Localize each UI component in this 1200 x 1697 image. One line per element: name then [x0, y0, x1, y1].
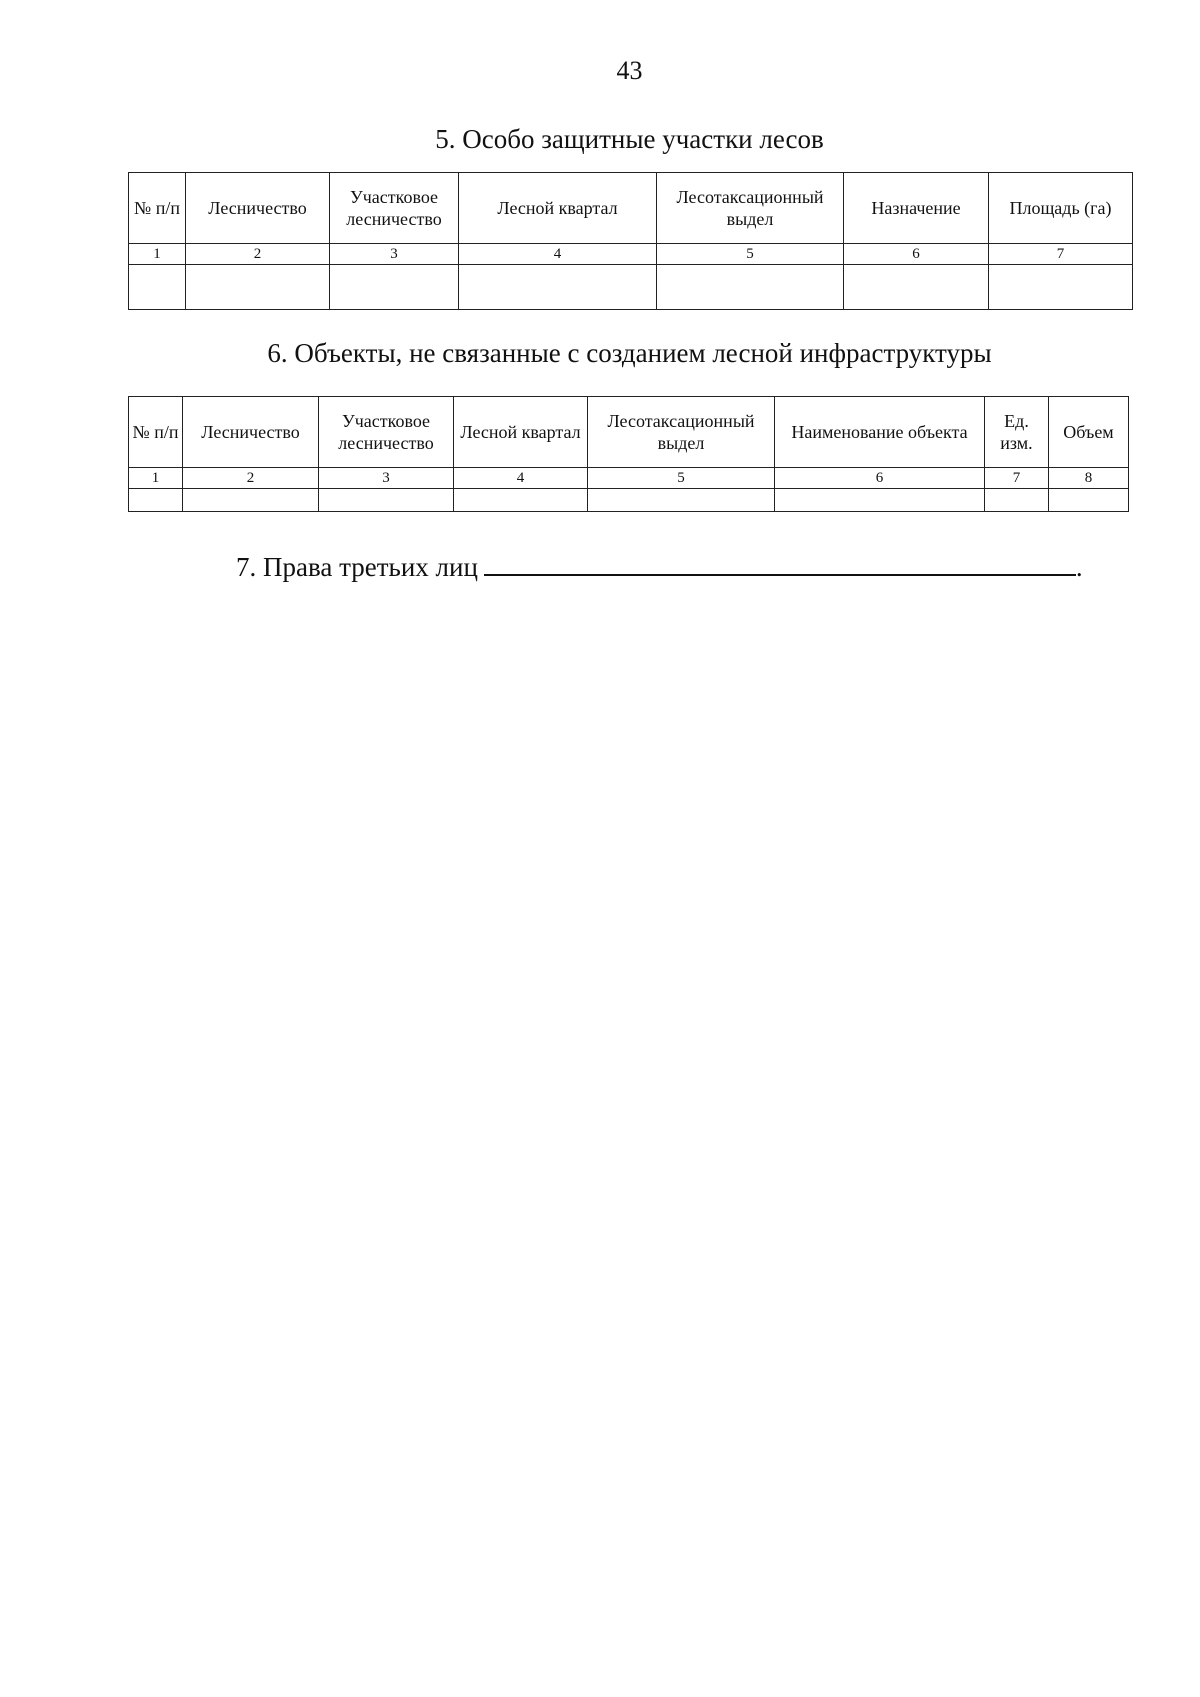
column-header-number: № п/п	[129, 397, 183, 468]
empty-cell[interactable]	[319, 489, 454, 512]
empty-cell[interactable]	[330, 265, 459, 310]
empty-cell[interactable]	[129, 265, 186, 310]
column-number: 5	[588, 468, 775, 489]
column-header-forest-plot: Лесотаксационный выдел	[588, 397, 775, 468]
empty-cell[interactable]	[183, 489, 319, 512]
column-number: 4	[459, 244, 657, 265]
third-party-rights-label: 7. Права третьих лиц	[236, 552, 478, 582]
empty-cell[interactable]	[775, 489, 985, 512]
page-number: 43	[616, 56, 643, 85]
column-header-forest-quarter: Лесной квартал	[454, 397, 588, 468]
column-number: 7	[989, 244, 1133, 265]
section-6-title: 6. Объекты, не связанные с созданием лесной инфраструктуры	[267, 338, 992, 368]
column-header-district-forestry: Участковое лесничество	[330, 173, 459, 244]
empty-cell[interactable]	[454, 489, 588, 512]
column-number: 2	[186, 244, 330, 265]
column-number-row	[129, 244, 1133, 265]
column-number: 1	[129, 244, 186, 265]
column-header-volume: Объем	[1049, 397, 1129, 468]
table-header-row	[129, 397, 1129, 468]
column-header-district-forestry: Участковое лесничество	[319, 397, 454, 468]
column-header-forestry: Лесничество	[183, 397, 319, 468]
column-number: 6	[775, 468, 985, 489]
column-header-number: № п/п	[129, 173, 186, 244]
column-header-forest-plot: Лесотаксационный выдел	[657, 173, 844, 244]
table-row	[129, 489, 1129, 512]
column-number: 1	[129, 468, 183, 489]
empty-cell[interactable]	[989, 265, 1133, 310]
empty-cell[interactable]	[588, 489, 775, 512]
column-header-forest-quarter: Лесной квартал	[459, 173, 657, 244]
empty-cell[interactable]	[1049, 489, 1129, 512]
line-end-period: .	[1075, 552, 1083, 582]
column-header-forestry: Лесничество	[186, 173, 330, 244]
protected-areas-table	[128, 172, 1133, 310]
table-row	[129, 265, 1133, 310]
empty-cell[interactable]	[459, 265, 657, 310]
table-header-row	[129, 173, 1133, 244]
column-number-row	[129, 468, 1129, 489]
section-5-title: 5. Особо защитные участки лесов	[435, 124, 824, 154]
empty-cell[interactable]	[657, 265, 844, 310]
column-number: 5	[657, 244, 844, 265]
column-number: 4	[454, 468, 588, 489]
column-number: 3	[330, 244, 459, 265]
column-number: 8	[1049, 468, 1129, 489]
third-party-rights-blank[interactable]	[484, 548, 1076, 576]
column-header-unit: Ед. изм.	[985, 397, 1049, 468]
empty-cell[interactable]	[844, 265, 989, 310]
empty-cell[interactable]	[985, 489, 1049, 512]
third-party-rights-line	[236, 548, 1083, 583]
column-number: 6	[844, 244, 989, 265]
empty-cell[interactable]	[129, 489, 183, 512]
column-number: 3	[319, 468, 454, 489]
empty-cell[interactable]	[186, 265, 330, 310]
column-header-object-name: Наименование объекта	[775, 397, 985, 468]
column-header-purpose: Назначение	[844, 173, 989, 244]
column-number: 2	[183, 468, 319, 489]
column-number: 7	[985, 468, 1049, 489]
non-infrastructure-objects-table	[128, 396, 1129, 512]
column-header-area: Площадь (га)	[989, 173, 1133, 244]
